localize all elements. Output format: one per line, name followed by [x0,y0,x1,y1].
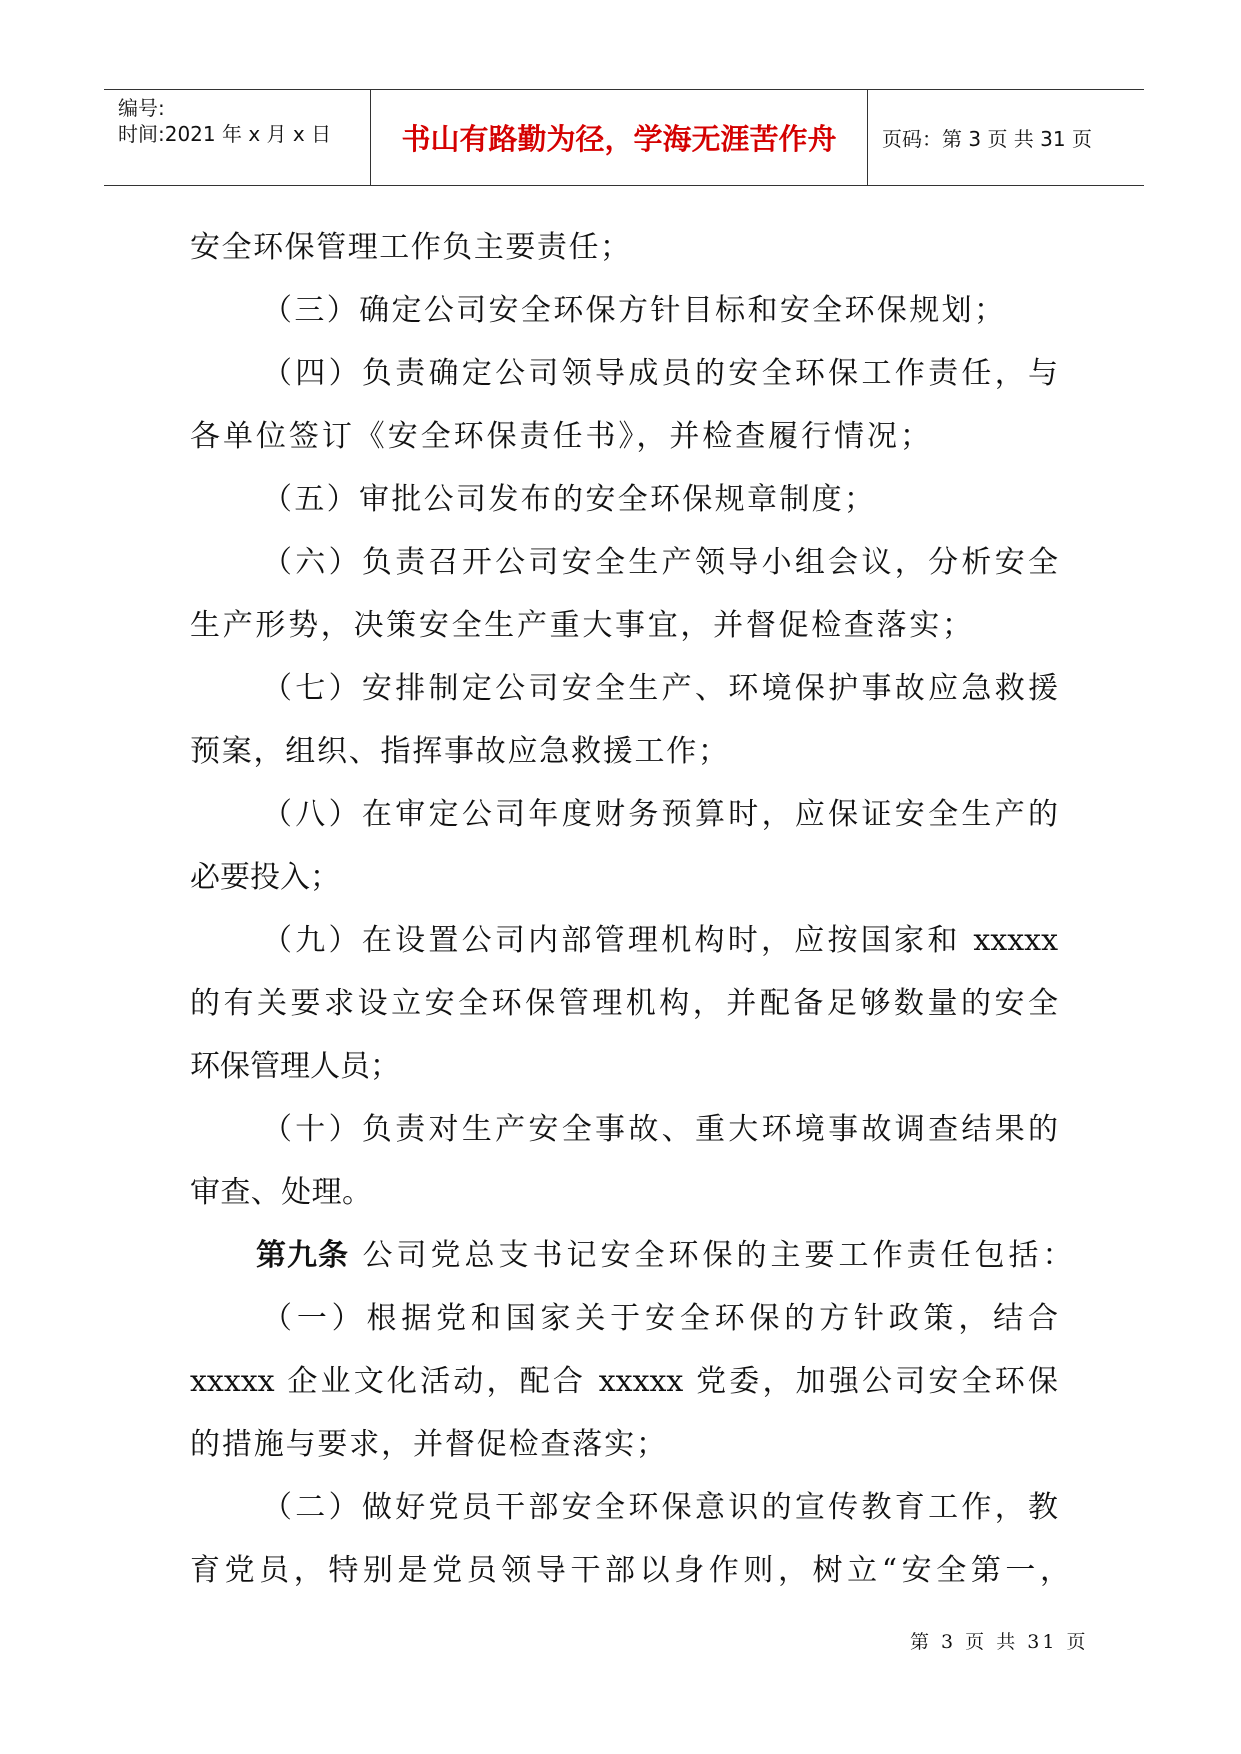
body-line: 环保管理人员； [190,1049,400,1084]
body-line: 生产形势，决策安全生产重大事宜，并督促检查落实； [190,608,972,643]
header-motto: 书山有路勤为径，学海无涯苦作舟 [401,122,837,156]
body-line: 审查、处理。 [190,1175,372,1210]
body-line: 预案，组织、指挥事故应急救援工作； [190,734,728,769]
body-line: （二）做好党员干部安全环保意识的宣传教育工作，教 [262,1490,1058,1525]
body-line: （五）审批公司发布的安全环保规章制度； [262,482,874,517]
body-line: 安全环保管理工作负主要责任； [190,230,630,265]
body-line: （四）负责确定公司领导成员的安全环保工作责任，与 [262,356,1058,391]
header-motto-cell [370,90,868,185]
article-label: 第九条 [256,1238,349,1273]
article-line [256,1236,1077,1276]
header-meta-cell [104,90,370,185]
body-line: （八）在审定公司年度财务预算时，应保证安全生产的 [262,797,1058,832]
body-line: 育党员，特别是党员领导干部以身作则，树立“安全第一， [190,1553,1070,1588]
page-footer: 第 3 页 共 31 页 [910,1631,1089,1653]
body-line: （七）安排制定公司安全生产、环境保护事故应急救援 [262,671,1058,706]
body-line: （三）确定公司安全环保方针目标和安全环保规划； [262,293,1004,328]
header-page-cell [868,90,1144,185]
body-line: xxxxx 企业文化活动，配合 xxxxx 党委，加强公司安全环保 [190,1364,1058,1399]
body-line: 的措施与要求，并督促检查落实； [190,1427,666,1462]
body-line: 各单位签订《安全环保责任书》，并检查履行情况； [190,419,930,454]
document-header [104,89,1144,186]
body-line: （一）根据党和国家关于安全环保的方针政策，结合 [262,1301,1058,1336]
article-text: 公司党总支书记安全环保的主要工作责任包括： [362,1238,1077,1273]
document-time-label: 时间:2021 年 x 月 x 日 [118,122,332,146]
body-line: （九）在设置公司内部管理机构时，应按国家和 xxxxx [262,923,1058,958]
body-line: （六）负责召开公司安全生产领导小组会议，分析安全 [262,545,1058,580]
body-line: 的有关要求设立安全环保管理机构，并配备足够数量的安全 [190,986,1058,1021]
document-number-label: 编号: [118,96,165,120]
header-page-info: 页码：第 3 页 共 31 页 [882,127,1092,151]
body-line: 必要投入； [190,860,340,895]
body-line: （十）负责对生产安全事故、重大环境事故调查结果的 [262,1112,1058,1147]
